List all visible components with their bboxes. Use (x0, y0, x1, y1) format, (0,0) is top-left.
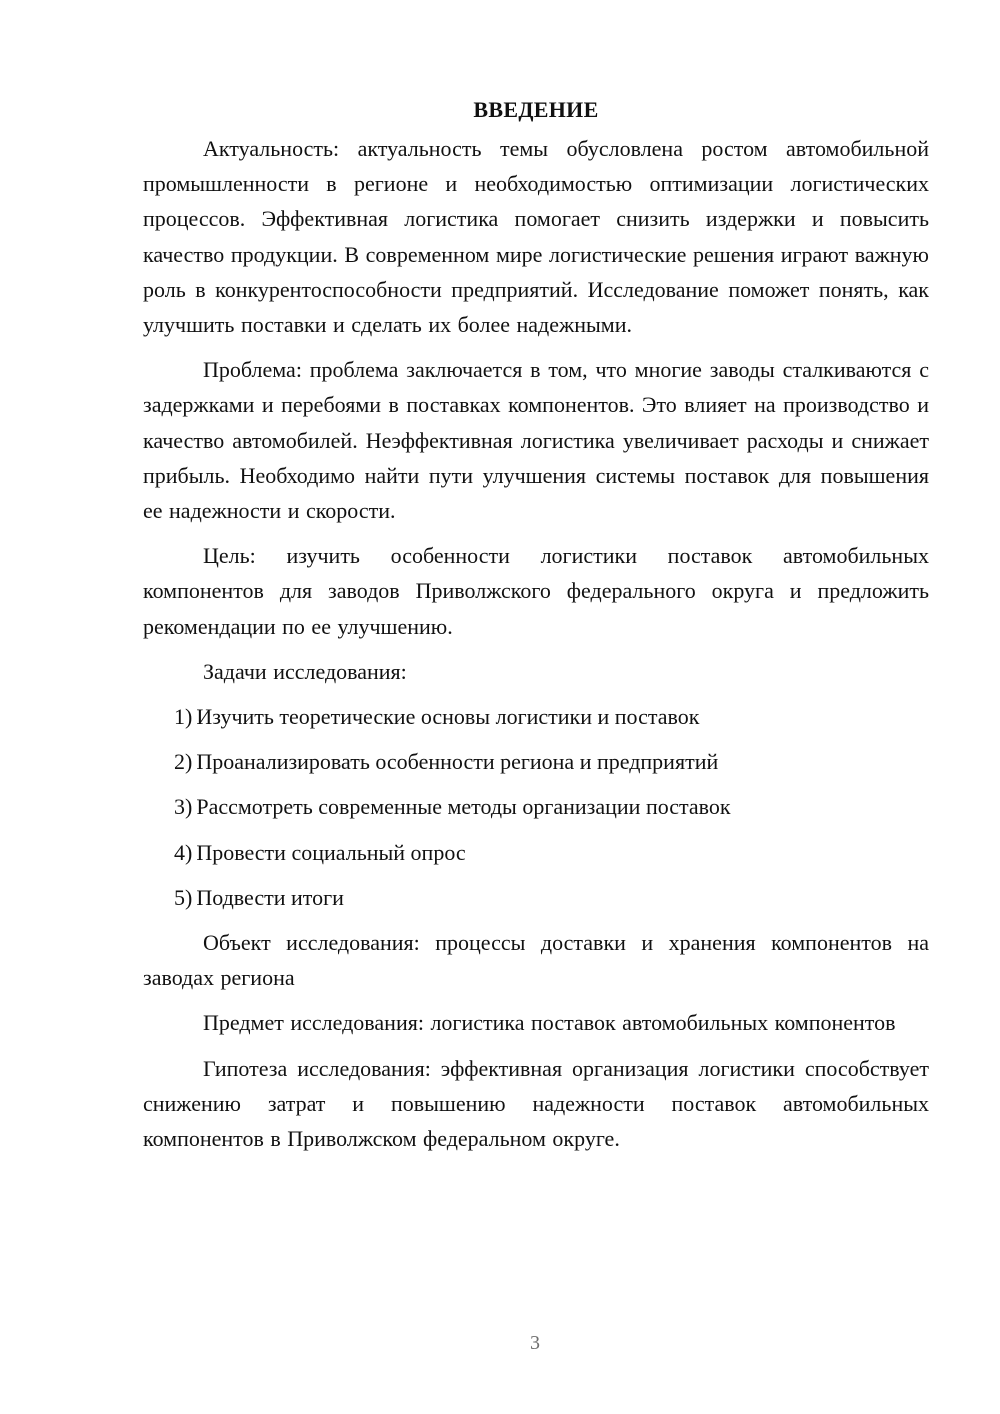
tasks-list (143, 699, 929, 915)
tasks-heading: Задачи исследования: (203, 658, 407, 684)
goal-paragraph: Цель: изучить особенности логистики поставок автомобильных компонентов для заводов Приволжского федерального округа и предложить рекомендации по ее улучшению. (143, 543, 929, 639)
list-item-number: 5) (174, 884, 193, 910)
list-item-number: 3) (174, 794, 193, 820)
list-item (143, 835, 929, 870)
list-item-number: 1) (174, 704, 193, 730)
section-title: ВВЕДЕНИЕ (473, 97, 599, 122)
problem-paragraph: Проблема: проблема заключается в том, что многие заводы сталкиваются с задержками и перебоями в поставках компонентов. Это влияет на производство и качество автомобилей. Неэффективная логистика увеличивает расходы и снижает прибыль. Необходимо найти пути улучшения системы поставок для повышения ее надежности и скорости. (143, 357, 929, 524)
list-item (143, 699, 929, 734)
list-item-text: Провести социальный опрос (196, 839, 466, 865)
object-paragraph: Объект исследования: процессы доставки и хранения компонентов на заводах региона (143, 930, 929, 991)
list-item-text: Проанализировать особенности региона и предприятий (196, 749, 719, 775)
list-item-number: 4) (174, 839, 193, 865)
list-item-number: 2) (174, 749, 193, 775)
hypothesis-paragraph: Гипотеза исследования: эффективная организация логистики способствует снижению затрат и повышению надежности поставок автомобильных компонентов в Приволжском федеральном округе. (143, 1055, 929, 1152)
list-item (143, 880, 929, 915)
list-item (143, 789, 929, 824)
list-item-text: Изучить теоретические основы логистики и поставок (196, 704, 700, 730)
list-item (143, 744, 929, 779)
subject-paragraph: Предмет исследования: логистика поставок автомобильных компонентов (203, 1010, 896, 1036)
list-item-text: Рассмотреть современные методы организации поставок (196, 794, 731, 820)
list-item-text: Подвести итоги (196, 884, 344, 910)
relevance-paragraph: Актуальность: актуальность темы обусловлена ростом автомобильной промышленности в регионе и необходимостью оптимизации логистических процессов. Эффективная логистика помогает снизить издержки и повысить качество продукции. В современном мире логистические решения играют важную роль в конкурентоспособности предприятий. Исследование поможет понять, как улучшить поставки и сделать их более надежными. (143, 136, 929, 338)
document-page (143, 92, 929, 1166)
page-number: 3 (530, 1332, 540, 1354)
